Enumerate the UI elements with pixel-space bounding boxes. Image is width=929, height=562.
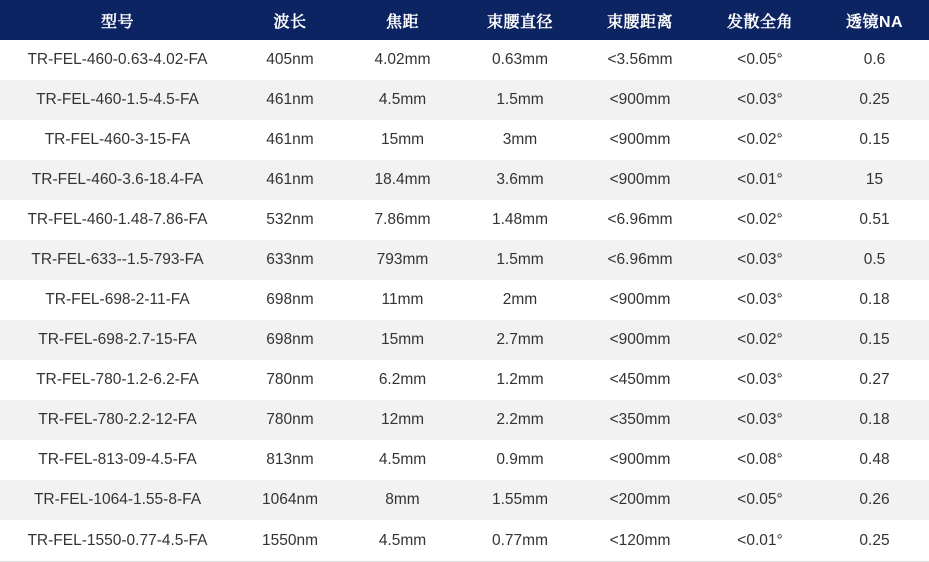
beam-waist-distance-cell: <900mm bbox=[609, 451, 671, 469]
wavelength-cell: 698nm bbox=[266, 291, 314, 309]
focal-length-cell: 15mm bbox=[380, 131, 425, 149]
focal-length-cell: 6.2mm bbox=[378, 371, 427, 389]
focal-length-cell: 15mm bbox=[380, 331, 425, 349]
lens-na-cell: 15 bbox=[865, 171, 884, 189]
header-beam-waist-distance: 束腰距离 bbox=[580, 0, 700, 40]
beam-waist-distance-cell: <6.96mm bbox=[607, 251, 673, 269]
wavelength-cell: 633nm bbox=[266, 251, 314, 269]
header-wavelength: 波长 bbox=[235, 0, 345, 40]
model-cell: TR-FEL-780-2.2-12-FA bbox=[38, 411, 197, 429]
model-cell: TR-FEL-460-3-15-FA bbox=[44, 131, 191, 149]
lens-na-cell: 0.15 bbox=[859, 131, 890, 149]
beam-waist-diameter-cell: 2mm bbox=[502, 291, 538, 309]
beam-waist-distance-cell: <450mm bbox=[609, 371, 671, 389]
focal-length-cell: 12mm bbox=[380, 411, 425, 429]
divergence-angle-cell: <0.02° bbox=[737, 211, 783, 229]
model-cell: TR-FEL-1550-0.77-4.5-FA bbox=[27, 531, 208, 549]
model-cell: TR-FEL-460-1.5-4.5-FA bbox=[36, 91, 199, 109]
table-row bbox=[0, 400, 929, 440]
header-focal-length: 焦距 bbox=[345, 0, 460, 40]
model-cell: TR-FEL-780-1.2-6.2-FA bbox=[36, 371, 199, 389]
beam-waist-diameter-cell: 0.77mm bbox=[492, 531, 548, 549]
lens-na-cell: 0.15 bbox=[859, 331, 890, 349]
divergence-angle-cell: <0.05° bbox=[737, 491, 783, 509]
divergence-angle-cell: <0.03° bbox=[737, 251, 783, 269]
header-beam-waist-diameter: 束腰直径 bbox=[460, 0, 580, 40]
beam-waist-diameter-cell: 1.5mm bbox=[496, 91, 544, 109]
lens-na-cell: 0.26 bbox=[859, 491, 890, 509]
focal-length-cell: 4.02mm bbox=[374, 51, 431, 68]
table-row bbox=[0, 80, 929, 120]
divergence-angle-cell: <0.03° bbox=[737, 371, 783, 389]
wavelength-cell: 780nm bbox=[266, 411, 314, 429]
wavelength-cell: 698nm bbox=[266, 331, 314, 349]
table-row bbox=[0, 520, 929, 561]
beam-waist-distance-cell: <900mm bbox=[609, 291, 671, 309]
focal-length-cell: 8mm bbox=[385, 491, 420, 509]
beam-waist-diameter-cell: 1.2mm bbox=[496, 371, 544, 389]
beam-waist-diameter-cell: 2.7mm bbox=[496, 331, 544, 349]
model-cell: TR-FEL-460-1.48-7.86-FA bbox=[27, 211, 208, 229]
beam-waist-diameter-cell: 1.5mm bbox=[496, 251, 544, 269]
beam-waist-distance-cell: <900mm bbox=[609, 331, 671, 349]
beam-waist-diameter-cell: 0.63mm bbox=[492, 51, 548, 68]
focal-length-cell: 4.5mm bbox=[378, 91, 427, 109]
beam-waist-diameter-cell: 1.48mm bbox=[492, 211, 548, 229]
wavelength-cell: 405nm bbox=[266, 51, 314, 68]
wavelength-cell: 1550nm bbox=[261, 531, 318, 549]
wavelength-cell: 1064nm bbox=[261, 491, 318, 509]
model-cell: TR-FEL-698-2.7-15-FA bbox=[38, 331, 197, 349]
beam-waist-distance-cell: <900mm bbox=[609, 131, 671, 149]
model-cell: TR-FEL-698-2-11-FA bbox=[45, 291, 190, 309]
wavelength-cell: 813nm bbox=[266, 451, 314, 469]
divergence-angle-cell: <0.02° bbox=[737, 331, 783, 349]
wavelength-cell: 780nm bbox=[266, 371, 314, 389]
table-row bbox=[0, 200, 929, 240]
model-cell: TR-FEL-460-3.6-18.4-FA bbox=[31, 171, 204, 189]
wavelength-cell: 461nm bbox=[266, 171, 314, 189]
beam-waist-diameter-cell: 0.9mm bbox=[496, 451, 544, 469]
table-row bbox=[0, 480, 929, 520]
table-row bbox=[0, 40, 929, 80]
lens-na-cell: 0.18 bbox=[859, 411, 890, 429]
lens-na-cell: 0.25 bbox=[859, 91, 890, 109]
beam-waist-diameter-cell: 3.6mm bbox=[496, 171, 544, 189]
table-row bbox=[0, 280, 929, 320]
focal-length-cell: 793mm bbox=[376, 251, 429, 269]
model-cell: TR-FEL-633--1.5-793-FA bbox=[31, 251, 204, 269]
model-cell: TR-FEL-460-0.63-4.02-FA bbox=[27, 51, 208, 68]
beam-waist-diameter-cell: 1.55mm bbox=[492, 491, 548, 509]
table-row bbox=[0, 120, 929, 160]
divergence-angle-cell: <0.05° bbox=[737, 51, 783, 68]
beam-waist-distance-cell: <350mm bbox=[609, 411, 671, 429]
beam-waist-distance-cell: <900mm bbox=[609, 91, 671, 109]
table-row bbox=[0, 440, 929, 480]
beam-waist-distance-cell: <900mm bbox=[609, 171, 671, 189]
header-row bbox=[0, 0, 929, 40]
focal-length-cell: 11mm bbox=[381, 291, 424, 309]
header-model: 型号 bbox=[0, 0, 235, 40]
wavelength-cell: 461nm bbox=[266, 91, 314, 109]
focal-length-cell: 7.86mm bbox=[374, 211, 431, 229]
lens-na-cell: 0.5 bbox=[863, 251, 886, 269]
divergence-angle-cell: <0.01° bbox=[737, 171, 783, 189]
model-cell: TR-FEL-1064-1.55-8-FA bbox=[33, 491, 202, 509]
beam-waist-distance-cell: <120mm bbox=[609, 531, 671, 549]
lens-na-cell: 0.18 bbox=[859, 291, 890, 309]
divergence-angle-cell: <0.08° bbox=[737, 451, 783, 469]
lens-na-cell: 0.6 bbox=[863, 51, 886, 68]
header-divergence-angle: 发散全角 bbox=[700, 0, 820, 40]
beam-waist-distance-cell: <6.96mm bbox=[607, 211, 673, 229]
beam-waist-diameter-cell: 2.2mm bbox=[496, 411, 544, 429]
lens-na-cell: 0.25 bbox=[859, 531, 890, 549]
beam-waist-diameter-cell: 3mm bbox=[502, 131, 538, 149]
lens-na-cell: 0.51 bbox=[859, 211, 890, 229]
wavelength-cell: 532nm bbox=[266, 211, 314, 229]
divergence-angle-cell: <0.02° bbox=[737, 131, 783, 149]
focal-length-cell: 4.5mm bbox=[378, 451, 427, 469]
lens-na-cell: 0.27 bbox=[859, 371, 890, 389]
table-row bbox=[0, 160, 929, 200]
model-cell: TR-FEL-813-09-4.5-FA bbox=[38, 451, 197, 469]
header-lens-na: 透镜NA bbox=[820, 0, 929, 40]
focal-length-cell: 4.5mm bbox=[378, 531, 427, 549]
divergence-angle-cell: <0.03° bbox=[737, 91, 783, 109]
divergence-angle-cell: <0.01° bbox=[737, 531, 783, 549]
table-row bbox=[0, 240, 929, 280]
table-row bbox=[0, 320, 929, 360]
divergence-angle-cell: <0.03° bbox=[737, 411, 783, 429]
table-row bbox=[0, 360, 929, 400]
divergence-angle-cell: <0.03° bbox=[737, 291, 783, 309]
focal-length-cell: 18.4mm bbox=[374, 171, 431, 189]
beam-waist-distance-cell: <200mm bbox=[609, 491, 671, 509]
lens-na-cell: 0.48 bbox=[859, 451, 890, 469]
wavelength-cell: 461nm bbox=[266, 131, 314, 149]
beam-waist-distance-cell: <3.56mm bbox=[607, 51, 673, 68]
